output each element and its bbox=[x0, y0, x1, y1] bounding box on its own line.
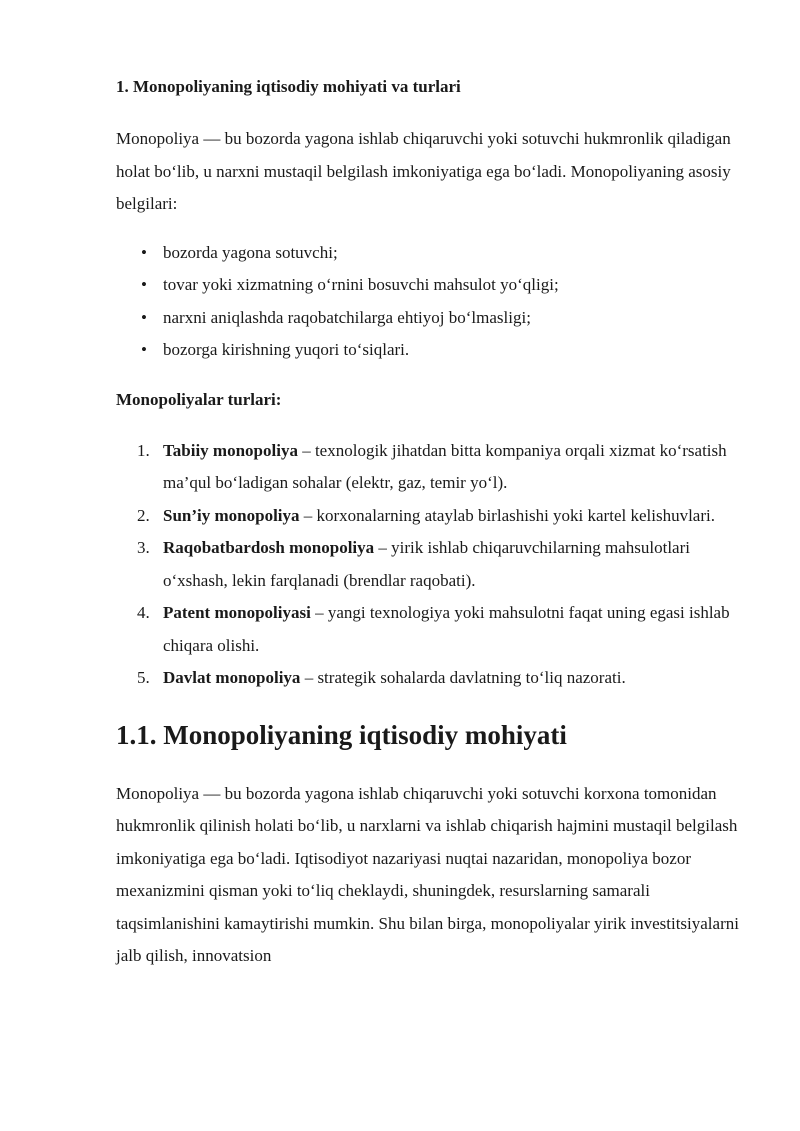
list-item bbox=[116, 532, 746, 597]
list-item-text: bozorga kirishning yuqori to‘siqlari. bbox=[163, 340, 410, 359]
item-term: Davlat monopoliya bbox=[163, 668, 301, 687]
list-item bbox=[116, 302, 746, 335]
list-item-text: tovar yoki xizmatning o‘rnini bosuvchi mahsulot yo‘qligi; bbox=[163, 275, 559, 294]
section-title: 1. Monopoliyaning iqtisodiy mohiyati va turlari bbox=[116, 77, 461, 96]
list-item-text: narxni aniqlashda raqobatchilarga ehtiyoj bo‘lmasligi; bbox=[163, 307, 531, 327]
types-list bbox=[116, 435, 746, 695]
bullet-icon: • bbox=[141, 275, 147, 294]
item-description: – strategik sohalarda davlatning to‘liq nazorati. bbox=[300, 668, 626, 687]
item-number: 3. bbox=[137, 538, 150, 557]
item-number: 1. bbox=[137, 440, 150, 460]
list-item-text: bozorda yagona sotuvchi; bbox=[163, 242, 338, 262]
item-number: 5. bbox=[137, 668, 150, 687]
item-description: – texnologik jihatdan bitta kompaniya orqali xizmat ko‘rsatish ma’qul bo‘ladigan sohalar (elektr, gaz, temir yo‘l). bbox=[163, 440, 727, 492]
list-item bbox=[116, 597, 746, 662]
item-number: 2. bbox=[137, 505, 150, 525]
bullet-icon: • bbox=[141, 340, 147, 359]
item-description: – yirik ishlab chiqaruvchilarning mahsulotlari o‘xshash, lekin farqlanadi (brendlar raqobati). bbox=[163, 538, 690, 590]
list-item bbox=[116, 662, 746, 695]
document-page bbox=[116, 72, 746, 973]
list-item bbox=[116, 334, 746, 367]
item-term: Sun’iy monopoliya bbox=[163, 505, 300, 525]
list-item bbox=[116, 435, 746, 500]
features-list bbox=[116, 237, 746, 367]
list-item bbox=[116, 269, 746, 302]
item-description: – korxonalarning ataylab birlashishi yoki kartel kelishuvlari. bbox=[299, 505, 715, 525]
item-number: 4. bbox=[137, 603, 150, 622]
item-term: Tabiiy monopoliya bbox=[163, 440, 298, 460]
bullet-icon: • bbox=[141, 242, 147, 262]
item-description: – yangi texnologiya yoki mahsulotni faqat uning egasi ishlab chiqara olishi. bbox=[163, 603, 730, 655]
subsection-paragraph: Monopoliya — bu bozorda yagona ishlab chiqaruvchi yoki sotuvchi korxona tomonidan hukmronlik qilinish holati bo‘lib, u narxlarni va ishlab chiqarish hajmini mustaqil belgilash imkoniyatiga ega bo‘ladi. Iqtisodiyot nazariyasi nuqtai nazaridan, monopoliya bozor mexanizmini qisman yoki to‘liq cheklaydi, shuningdek, resurslarning samarali taqsimlanishini kamaytirishi mumkin. Shu bilan birga, monopoliyalar yirik investitsiyalarni jalb qilish, innovatsion bbox=[116, 783, 739, 965]
types-heading: Monopoliyalar turlari: bbox=[116, 389, 282, 409]
bullet-icon: • bbox=[141, 307, 147, 327]
list-item bbox=[116, 237, 746, 270]
item-term: Patent monopoliyasi bbox=[163, 603, 311, 622]
intro-paragraph: Monopoliya — bu bozorda yagona ishlab chiqaruvchi yoki sotuvchi hukmronlik qiladigan holat bo‘lib, u narxni mustaqil belgilash imkoniyatiga ega bo‘ladi. Monopoliyaning asosiy belgilari: bbox=[116, 129, 731, 213]
list-item bbox=[116, 500, 746, 533]
subsection-heading: 1.1. Monopoliyaning iqtisodiy mohiyati bbox=[116, 719, 567, 750]
item-term: Raqobatbardosh monopoliya bbox=[163, 538, 375, 557]
